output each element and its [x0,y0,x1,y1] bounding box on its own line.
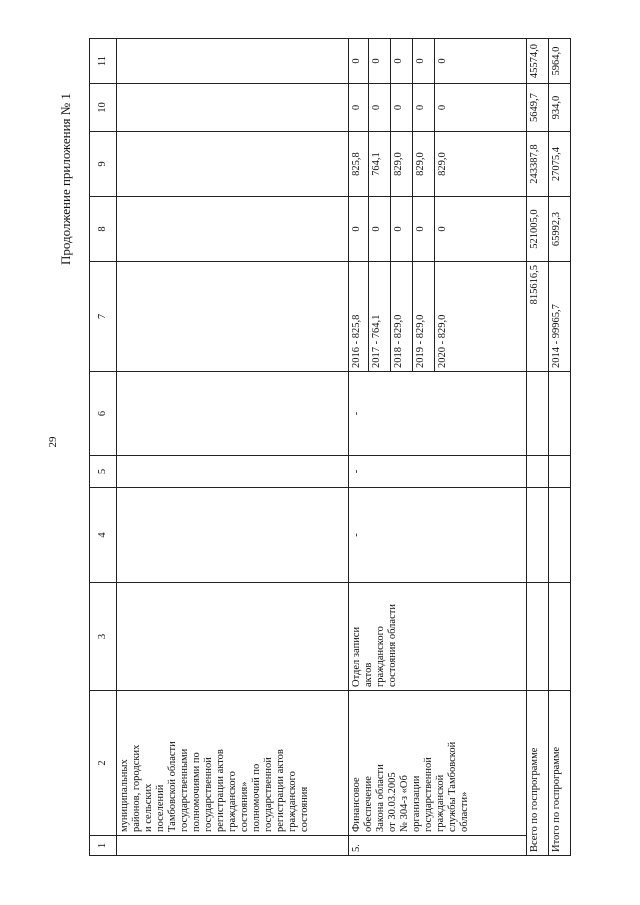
cell-year-amount: 2018 - 829,0 [391,262,413,372]
cell-col5-5: - [349,456,527,488]
cell-itogo-label: Итого по госпрограмме [549,691,571,856]
cell-measure-name-5: Финансовое обеспечение Закона области от 30.03.2005 № 304-з «Об организации государственной гражданской службы Тамбовской области» [349,691,527,836]
cell-measure-name-continued: муниципальных районов, городских и сельских поселений Тамбовской области государственными полномочиями по государственной регистрации актов гражданского состояния» полномочий по государственной регистрации актов гражданского состояния [117,691,349,836]
appendix-subtitle: Продолжение приложения № 1 [58,93,73,265]
col-header-11: 11 [90,39,117,84]
cell-local: 0 [391,84,413,132]
cell-year-amount: 2016 - 825,8 [349,262,369,372]
cell-num-5: 5. [349,836,527,856]
table-row-itogo [549,39,571,856]
cell-year-amount: 2017 - 764,1 [369,262,391,372]
cell-local: 0 [413,84,435,132]
cell-year-amount: 2019 - 829,0 [413,262,435,372]
cell-federal: 0 [349,197,369,262]
cell-total-extra: 45574,0 [527,39,549,84]
cell-federal: 0 [435,197,527,262]
cell-itogo-amount: 2014 - 99965,7 [549,262,571,372]
cell-regional: 829,0 [391,132,413,197]
cell-extra: 0 [413,39,435,84]
cell-executor-5: Отдел записи актов гражданского состояния области [349,583,527,691]
col-header-9: 9 [90,132,117,197]
col-header-10: 10 [90,84,117,132]
col-header-5: 5 [90,456,117,488]
cell-federal: 0 [369,197,391,262]
cell-local: 0 [369,84,391,132]
cell-itogo-extra: 5964,0 [549,39,571,84]
cell-extra: 0 [349,39,369,84]
cell-total-amount: 815616,5 [527,262,549,372]
cell-local: 0 [349,84,369,132]
program-table-frame [89,39,579,856]
cell-extra: 0 [369,39,391,84]
col-header-6: 6 [90,372,117,456]
table-row-total [527,39,549,856]
cell-regional: 829,0 [435,132,527,197]
cell-total-federal: 521005,0 [527,197,549,262]
cell-total-regional: 243387,8 [527,132,549,197]
cell-extra: 0 [391,39,413,84]
col-header-4: 4 [90,488,117,583]
cell-itogo-local: 934,0 [549,84,571,132]
cell-federal: 0 [391,197,413,262]
col-header-2: 2 [90,691,117,836]
cell-itogo-regional: 27075,4 [549,132,571,197]
program-table [89,38,571,856]
header-row [90,39,117,856]
col-header-8: 8 [90,197,117,262]
col-header-3: 3 [90,583,117,691]
page-number: 29 [47,436,59,448]
cell-local: 0 [435,84,527,132]
table-row-continued [117,39,349,856]
cell-regional: 825,8 [349,132,369,197]
cell-extra: 0 [435,39,527,84]
table-row-5-2016 [349,39,369,856]
cell-federal: 0 [413,197,435,262]
col-header-1: 1 [90,836,117,856]
cell-total-label: Всего по госпрограмме [527,691,549,856]
cell-col4-5: - [349,488,527,583]
cell-regional: 764,1 [369,132,391,197]
cell-itogo-federal: 65992,3 [549,197,571,262]
cell-num [117,836,349,856]
cell-regional: 829,0 [413,132,435,197]
cell-col6-5: - [349,372,527,456]
cell-total-local: 5649,7 [527,84,549,132]
cell-year-amount: 2020 - 829,0 [435,262,527,372]
col-header-7: 7 [90,262,117,372]
